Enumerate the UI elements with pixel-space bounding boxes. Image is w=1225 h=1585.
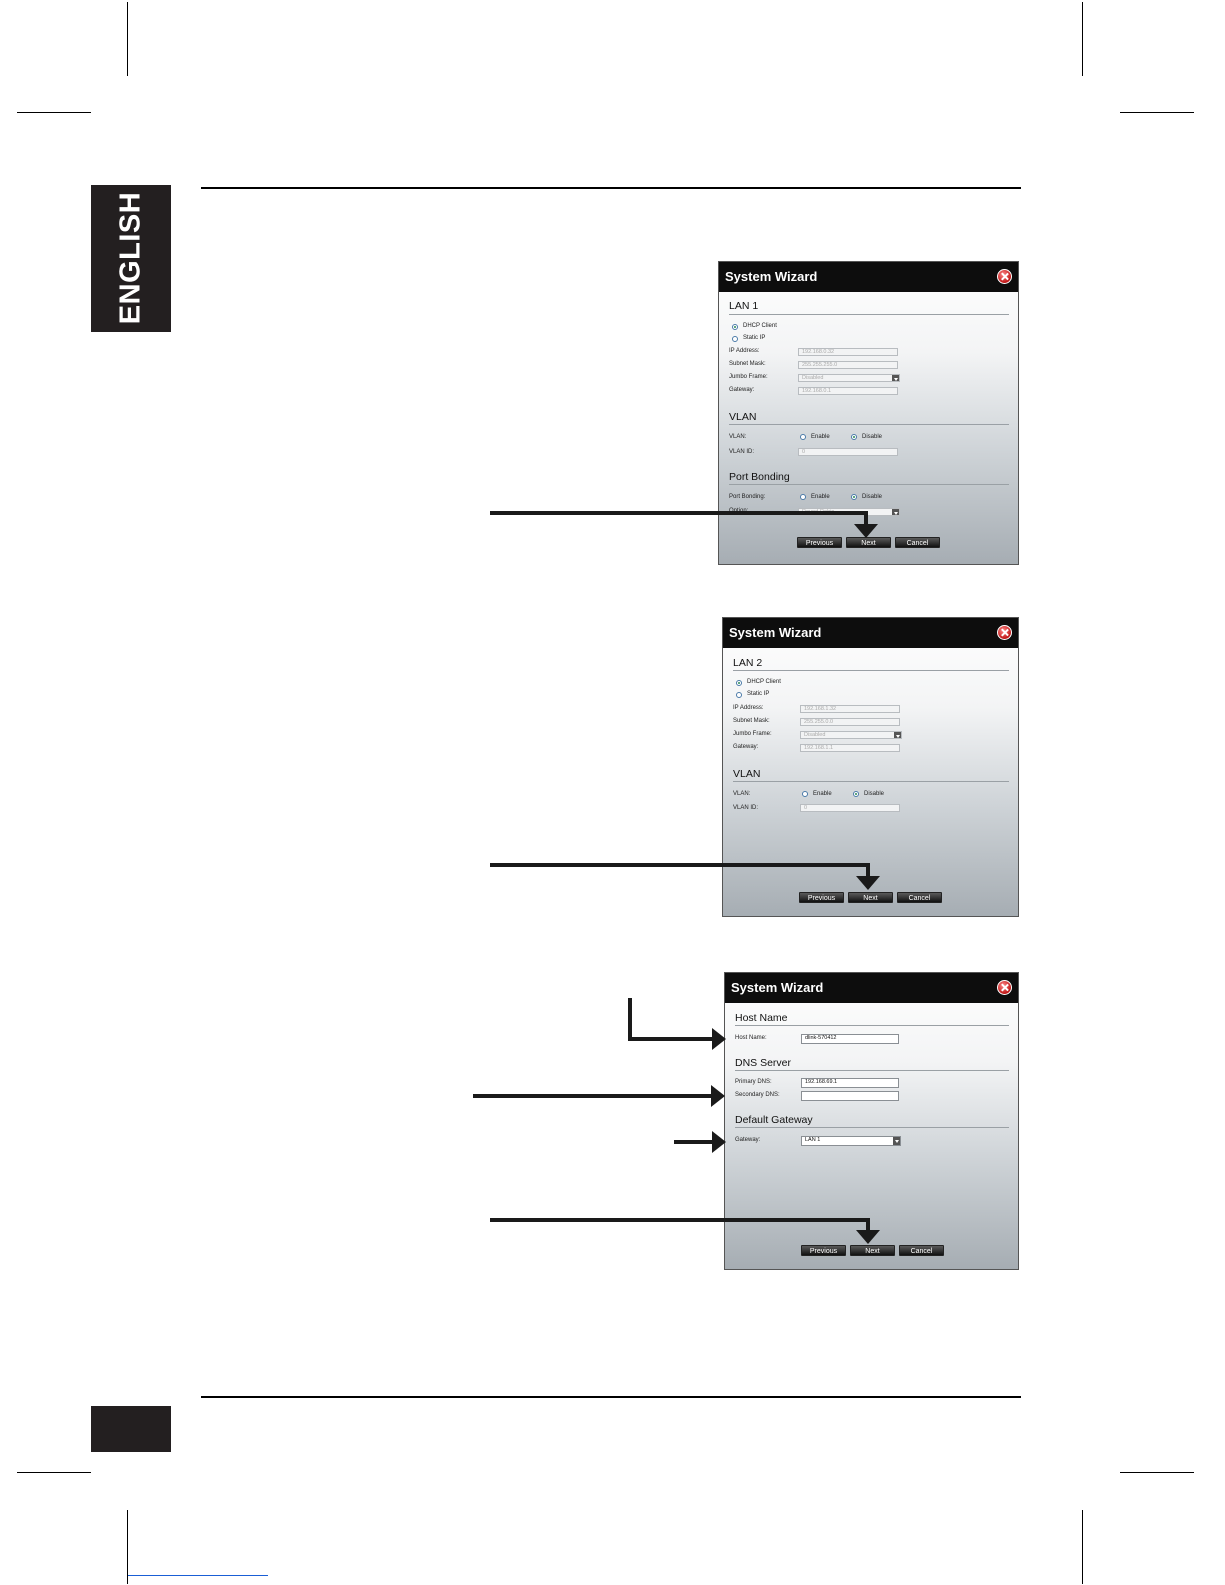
system-wizard-host: [724, 972, 1019, 1270]
callout-arrow-head: [712, 1131, 726, 1153]
chevron-down-icon[interactable]: [892, 375, 899, 381]
callout-arrow-head: [856, 876, 880, 890]
ip-label: IP Address:: [729, 348, 760, 354]
gateway-value: LAN 1: [805, 1137, 821, 1143]
callout-arrow-line: [473, 1094, 713, 1098]
close-icon[interactable]: [997, 625, 1012, 640]
section-divider: [729, 484, 1009, 485]
mask-label: Subnet Mask:: [733, 718, 770, 724]
vlan-enable-radio[interactable]: [800, 434, 806, 440]
lan-heading: LAN 1: [729, 300, 759, 312]
bonding-label: Port Bonding:: [729, 494, 766, 500]
ip-label: IP Address:: [733, 705, 764, 711]
secondary-dns-label: Secondary DNS:: [735, 1092, 780, 1098]
vlan-disable-label: Disable: [864, 791, 885, 797]
default-gateway-heading: Default Gateway: [735, 1114, 813, 1126]
static-radio[interactable]: [732, 336, 738, 342]
next-button[interactable]: Next: [850, 1245, 895, 1256]
crop-mark: [1120, 1472, 1194, 1473]
vlan-enable-label: Enable: [811, 434, 830, 440]
crop-mark: [127, 1510, 128, 1584]
vlan-disable-label: Disable: [862, 434, 883, 440]
gateway-label: Gateway:: [735, 1137, 761, 1143]
callout-arrow-line: [628, 1037, 714, 1041]
page-number-box: [91, 1406, 171, 1452]
wizard-title: System Wizard: [731, 980, 824, 995]
crop-mark: [127, 2, 128, 76]
callout-arrow-line: [866, 863, 870, 877]
previous-button[interactable]: Previous: [797, 537, 842, 548]
primary-dns-label: Primary DNS:: [735, 1079, 772, 1085]
dhcp-radio[interactable]: [732, 324, 738, 330]
mask-field[interactable]: 255.255.255.0: [798, 361, 898, 369]
language-tab-label: ENGLISH: [114, 191, 147, 325]
wizard-title-bar: [719, 262, 1018, 292]
chevron-down-icon[interactable]: [893, 1137, 900, 1145]
bonding-disable-radio[interactable]: [851, 494, 857, 500]
dns-heading: DNS Server: [735, 1057, 792, 1069]
host-heading: Host Name: [735, 1012, 788, 1024]
bonding-heading: Port Bonding: [729, 471, 790, 483]
section-divider: [735, 1070, 1009, 1071]
crop-mark: [17, 112, 91, 113]
gateway-label: Gateway:: [733, 744, 759, 750]
next-button[interactable]: Next: [846, 537, 891, 548]
bonding-enable-label: Enable: [811, 494, 830, 500]
crop-mark: [1082, 1510, 1083, 1584]
vlan-heading: VLAN: [729, 411, 757, 423]
static-radio[interactable]: [736, 692, 742, 698]
crop-mark: [1082, 2, 1083, 76]
wizard-title-bar: [723, 618, 1018, 648]
gateway-label: Gateway:: [729, 387, 755, 393]
system-wizard-lan2: [722, 617, 1019, 917]
previous-button[interactable]: Previous: [799, 892, 844, 903]
chevron-down-icon[interactable]: [894, 732, 901, 738]
static-label: Static IP: [743, 335, 766, 341]
next-button[interactable]: Next: [848, 892, 893, 903]
callout-arrow-line: [490, 863, 870, 867]
callout-arrow-head: [856, 1230, 880, 1244]
vlan-label: VLAN:: [733, 791, 751, 797]
mask-field[interactable]: 255.255.0.0: [800, 718, 900, 726]
gateway-field[interactable]: 192.168.0.1: [798, 387, 898, 395]
vlan-id-label: VLAN ID:: [733, 805, 759, 811]
jumbo-label: Jumbo Frame:: [733, 731, 772, 737]
secondary-dns-field[interactable]: [801, 1091, 899, 1101]
previous-button[interactable]: Previous: [801, 1245, 846, 1256]
cancel-button[interactable]: Cancel: [899, 1245, 944, 1256]
cancel-button[interactable]: Cancel: [897, 892, 942, 903]
callout-arrow-line: [490, 1218, 870, 1222]
mask-label: Subnet Mask:: [729, 361, 766, 367]
cancel-button[interactable]: Cancel: [895, 537, 940, 548]
dhcp-label: DHCP Client: [747, 679, 781, 685]
section-divider: [729, 424, 1009, 425]
dhcp-label: DHCP Client: [743, 323, 777, 329]
vlan-enable-radio[interactable]: [802, 791, 808, 797]
vlan-disable-radio[interactable]: [851, 434, 857, 440]
lan-heading: LAN 2: [733, 657, 763, 669]
system-wizard-lan1: [718, 261, 1019, 565]
vlan-id-label: VLAN ID:: [729, 449, 755, 455]
ip-field[interactable]: 192.168.0.32: [798, 348, 898, 356]
chevron-down-icon[interactable]: [892, 509, 899, 515]
callout-arrow-line: [628, 998, 632, 1041]
static-label: Static IP: [747, 691, 770, 697]
jumbo-value: Disabled: [802, 375, 824, 381]
vlan-id-field[interactable]: 0: [800, 804, 900, 812]
section-divider: [733, 670, 1009, 671]
host-name-label: Host Name:: [735, 1035, 767, 1041]
footer-link-underline: [128, 1575, 268, 1576]
close-icon[interactable]: [997, 269, 1012, 284]
wizard-title: System Wizard: [729, 625, 822, 640]
header-rule: [201, 187, 1021, 189]
callout-arrow-head: [712, 1028, 726, 1050]
jumbo-select[interactable]: [798, 374, 900, 382]
crop-mark: [17, 1472, 91, 1473]
callout-arrow-head: [854, 524, 878, 538]
footer-rule: [201, 1396, 1021, 1398]
gateway-select[interactable]: [801, 1136, 901, 1146]
callout-arrow-line: [674, 1140, 714, 1144]
jumbo-select[interactable]: [800, 731, 902, 739]
callout-arrow-head: [711, 1085, 725, 1107]
jumbo-value: Disabled: [804, 732, 826, 738]
vlan-id-field[interactable]: 0: [798, 448, 898, 456]
bonding-enable-radio[interactable]: [800, 494, 806, 500]
dhcp-radio[interactable]: [736, 680, 742, 686]
section-divider: [729, 314, 1009, 315]
section-divider: [735, 1127, 1009, 1128]
section-divider: [735, 1025, 1009, 1026]
callout-arrow-line: [490, 511, 868, 515]
bonding-disable-label: Disable: [862, 494, 883, 500]
language-tab: [91, 185, 171, 332]
jumbo-label: Jumbo Frame:: [729, 374, 768, 380]
primary-dns-field[interactable]: 192.168.69.1: [801, 1078, 899, 1088]
gateway-field[interactable]: 192.168.1.1: [800, 744, 900, 752]
crop-mark: [1120, 112, 1194, 113]
vlan-disable-radio[interactable]: [853, 791, 859, 797]
vlan-heading: VLAN: [733, 768, 761, 780]
close-icon[interactable]: [997, 980, 1012, 995]
vlan-label: VLAN:: [729, 434, 747, 440]
host-name-field[interactable]: dlink-570412: [801, 1034, 899, 1044]
wizard-title: System Wizard: [725, 269, 818, 284]
vlan-enable-label: Enable: [813, 791, 832, 797]
wizard-title-bar: [725, 973, 1018, 1003]
section-divider: [733, 781, 1009, 782]
ip-field[interactable]: 192.168.1.32: [800, 705, 900, 713]
